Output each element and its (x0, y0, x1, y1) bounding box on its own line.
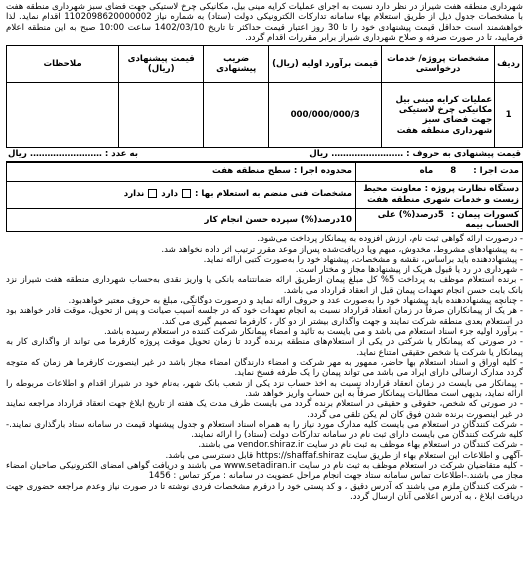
cell-specs: عملیات کرایه مینی بیل مکانیکی چرخ لاستیکی جهت فضای سبز شهرداری منطقه هفت (382, 83, 495, 148)
list-item: - پیمانکار می بایست در زمان انعقاد قرارداد نسبت به اخذ حساب نزد یکی از شعب بانک شهر، به‌نام خود در شیراز اقدام و اطلاعات مربوطه را ارائه نماید، بدیهی است مطالبات پیمانکار صرفاً به این حساب واریز خواهد شد. (6, 378, 523, 399)
price-number-dots: ……………………. (29, 149, 102, 160)
price-words-currency: ریال (309, 149, 329, 160)
hasnot-checkbox[interactable] (148, 189, 157, 198)
list-item: - شهرداری در رد یا قبول هریک از پیشنهادها مجاز و مختار است. (295, 265, 523, 276)
header-coef: ضریب پیشنهادی (204, 46, 269, 83)
agency-row (7, 181, 523, 208)
header-estimate: قیمت برآورد اولیه (ریال) (269, 46, 382, 83)
agency-cell (356, 181, 523, 208)
list-item: - درصورت ارائه گواهی ثبت نام، ارزش افزوده به پیمانکار پرداخت می‌شود. (257, 234, 523, 245)
list-item: -آگهی و اطلاعات این استعلام بهاء از طریق سایت https://shaffaf.shiraz قابل دسترسی می باشد. (165, 450, 523, 461)
list-item: - شرکت کنندگان در استعلام می بایست کلیه مدارک مورد نیاز را به همراه اسناد استعلام و جدول پیشنهاد قیمت در سامانه ستاد بارگذاری نمایند.- کلیه شرکت کنندگان می بایست دارای ثبت نام در سامانه تدارکات دولت (ستاد) را ارائه نمایند. (6, 419, 523, 441)
list-item: - شرکت کنندگان در استعلام بهاء موظف به ثبت نام در سایت vendor.shiraz.ir می باشند. (198, 440, 523, 451)
list-item: - پیشنهاددهنده باید براساس، نقشه و مشخصات، پیشنهاد خود را به‌صورت کتبی ارائه نماید. (203, 254, 523, 265)
deduction-insurance: 5درصد(%) علی الحساب بیمه (377, 209, 519, 230)
has-label: دارد (161, 189, 178, 200)
header-specs: مشخصات پروژه/ خدمات درخواستی (382, 46, 495, 83)
duration-row (7, 162, 523, 181)
spec-attached-cell (7, 181, 356, 208)
table-row (7, 83, 523, 148)
list-item: - چنانچه پیشنهاددهنده باید پیشنهاد خود را به‌صورت عدد و حروف ارائه نماید و درصورت دوگانگی، مبلغ به حروف معتبر خواهدبود. (68, 296, 523, 307)
list-item: - هر یک از پیمانکاران صرفاً در زمان انعقاد قرارداد نسبت به انجام تعهدات خود که در جلسه آسیب صیانت و پس از تحویل، موقت قادر خواهند بود در استعلام بعدی منطقه شرکت نمایند و جهت واگذاری بیشتر از دو کار ، کارفرما تصمیم گیری می کند. (6, 306, 523, 327)
list-item: - کلیه اوراق و اسناد استعلام بها حاضر، ممهور به مهر شرکت و امضاء دارندگان امضاء مجاز باشد در غیر اینصورت کارفرما هر زمان که متوجه گردد مدارک ارسالی دارای ایراد می باشد می تواند پیمان را یک طرفه فسخ نماید. (6, 357, 523, 379)
cell-coef (204, 83, 269, 148)
price-number-currency: ریال (8, 149, 27, 160)
price-in-words-line (6, 148, 523, 161)
list-item: - برآورد اولیه جزء اسناد استعلام می باشد و می بایست به تائید و امضاء پیمانکار شرکت کننده در استعلام رسیده باشد. (103, 327, 523, 337)
duration-value: 8 (450, 166, 457, 177)
has-checkbox[interactable] (182, 189, 191, 198)
list-item: - در صورتی که شخص، حقوقی و حقیقی در استعلام برنده گردد می بایست ظرف مدت یک هفته از تاریخ ابلاغ جهت انعقاد قرارداد مراجعه نمایند در غیر اینصورت برنده شدن فوق کان لم یکن تلقی می گردد. (6, 399, 523, 420)
duration-cell (356, 162, 523, 181)
scope-value: سطح منطقه هفت (212, 166, 291, 177)
list-item: - برنده استعلام موظف به پرداخت 5% کل مبلغ پیمان ازطریق ارائه ضمانتنامه بانکی یا واریز نقدی به‌حساب شهرداری منطقه هفت شیراز نزد بانک بابت حسن انجام تعهدات پیمان قبل از انعقاد قرارداد می باشد. (6, 275, 524, 296)
items-table (6, 45, 523, 148)
price-words-label: قیمت پیشنهادی به حروف : (406, 149, 521, 160)
agency-label: دستگاه نظارت پروژه : (424, 184, 519, 195)
deductions-label: کسورات پیمان : (450, 209, 519, 220)
list-item: - به پیشنهادهای مشروط، مخدوش، مبهم ویا دریافت‌شده پس‌از موعد مقرر ترتیب اثر داده نخواهد شد. (161, 244, 523, 255)
details-table (6, 162, 523, 233)
duration-label: مدت اجرا : (473, 166, 519, 177)
deduction-performance: 10درصد(%) سپرده حسن انجام کار (7, 208, 356, 232)
price-words-dots: ……………………. (331, 149, 404, 160)
cell-row-no: 1 (495, 83, 523, 148)
duration-unit: ماه (419, 166, 434, 177)
price-number-label: به عدد : (104, 149, 138, 160)
header-offer: قیمت پیشنهادی (ریال) (119, 46, 204, 83)
table-header-row (7, 46, 523, 83)
cell-notes (7, 83, 119, 148)
scope-label: محدوده اجرا : (293, 166, 352, 177)
deductions-cell (356, 208, 523, 232)
spec-attached-label: مشخصات فنی منضم به استعلام بها : (195, 189, 352, 200)
list-item: - شرکت کنندگان ملزم می باشند که آدرس دقیق ، و کد پستی خود را درفرم مشخصات فردی نوشته تا در صورت نیاز وعدم مراجعه حضوری جهت دریافت ابلاغ ، به آدرس اعلامی آنان ارسال گردد. (6, 481, 523, 502)
header-row-no: ردیف (495, 46, 523, 83)
cell-offer (119, 83, 204, 148)
header-notes: ملاحظات (7, 46, 119, 83)
terms-list (6, 234, 523, 502)
agency-value: معاونت محیط زیست و خدمات شهری منطقه هفت (363, 184, 519, 205)
intro-paragraph: شهرداری منطقه هفت شیراز در نظر دارد نسبت به اجرای عملیات کرایه مینی بیل، مکانیکی چرخ لاستیکی جهت فضای سبز شهرداری منطقه هفت با مشخصات جدول ذیل از طریق استعلام بهاء سامانه تدارکات الکترونیکی دولت (ستاد) به شماره نیاز 1102098620000002 اقدام نماید. لذا خواهشمند است حداقل قیمت پیشنهادی خود را تا 30 روز اعتبار قیمت حداکثر تا تاریخ 1402/03/10 ساعت 10:00 صبح به این منطقه اعلام فرمایید، تا در صورت صرفه و صلاح شهرداری شیراز برابر مقررات اقدام گردد. (6, 2, 523, 43)
hasnot-label: ندارد (123, 189, 145, 200)
list-item: - در صورتی که پیمانکار یا شرکتی در یکی از استعلام‌های منطقه برنده گردد تا زمان تحویل موقت پروژه کارفرما می تواند از واگذاری کار به پیمانکار یا شرکت یا شخص حقیقی امتناع نماید. (6, 337, 523, 358)
scope-cell (7, 162, 356, 181)
list-item: - کلیه متقاضیان شرکت در استعلام موظف به ثبت نام در سایت www.setadiran.ir می باشند و دریافت گواهی امضای الکترونیکی صاحبان امضاء مجاز می باشند.-اطلاعات تماس سامانه ستاد جهت انجام مراحل عضویت در سامانه : مرکز تماس : 1456 (6, 461, 523, 482)
cell-estimate: 000/000/000/3 (269, 83, 382, 148)
deductions-row (7, 208, 523, 232)
